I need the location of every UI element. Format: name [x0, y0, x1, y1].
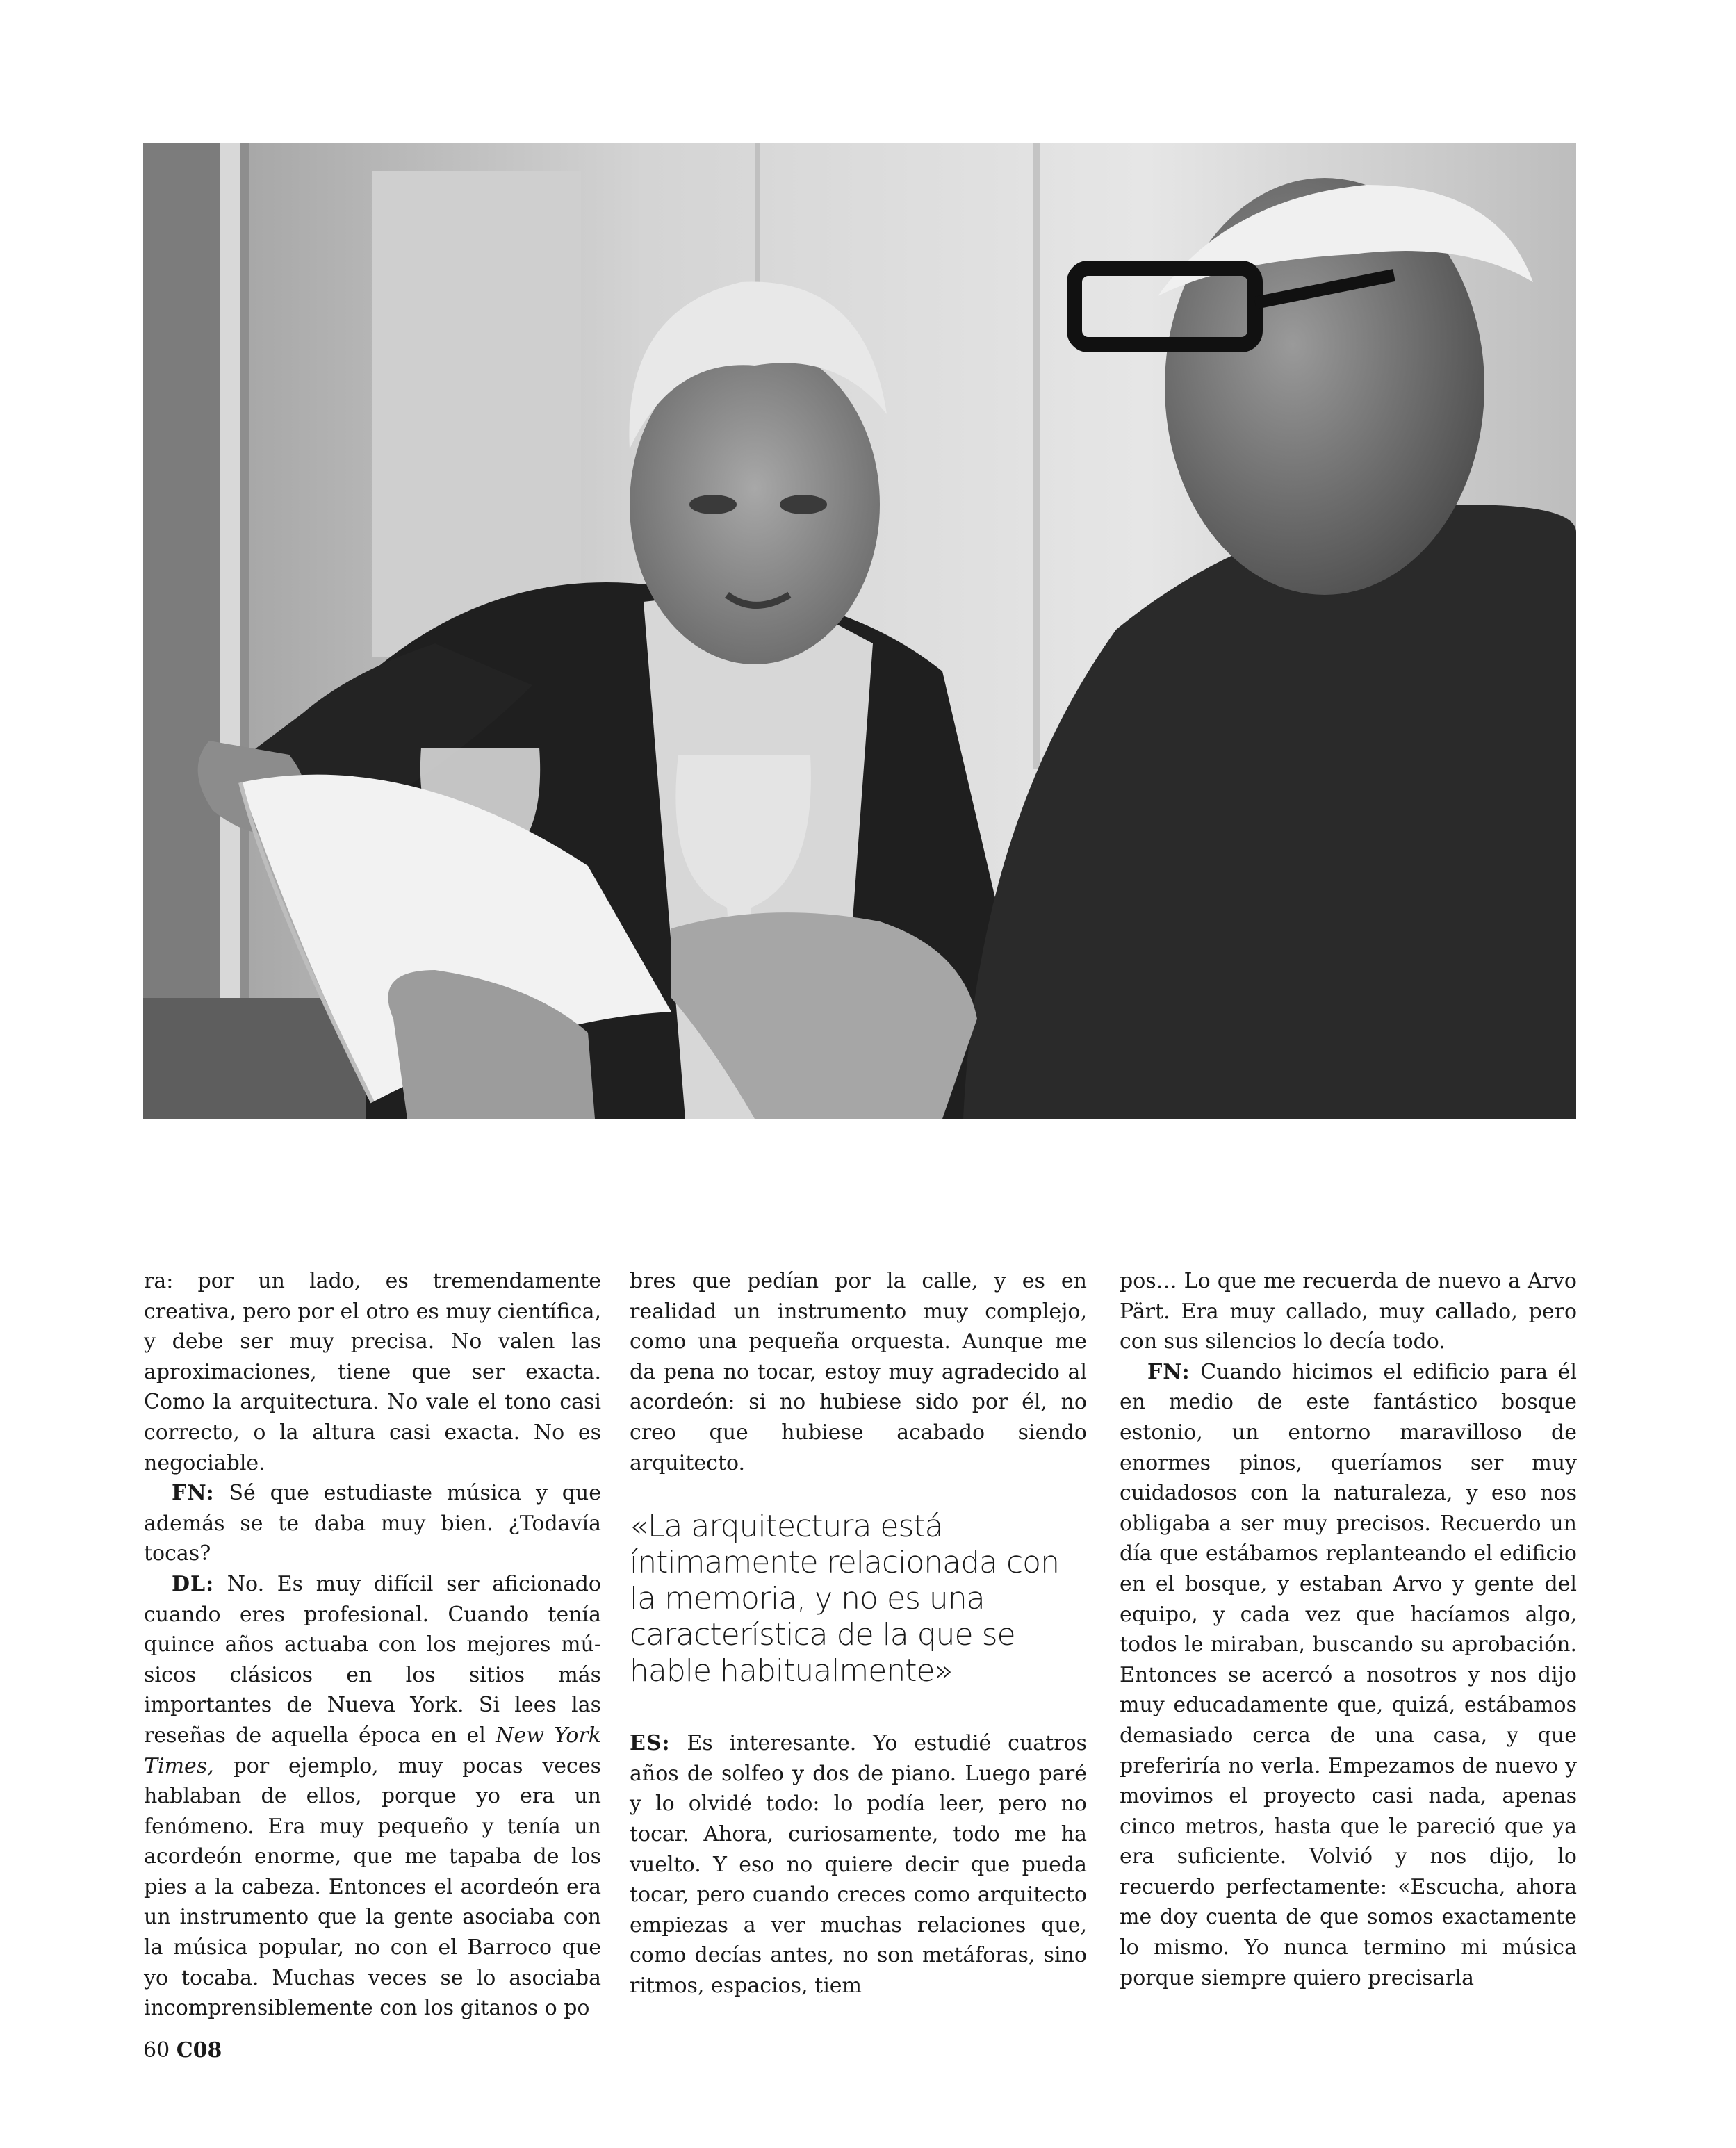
paragraph: [144, 1569, 601, 2024]
column-1: [144, 1266, 601, 2024]
column-3: [1120, 1266, 1577, 1993]
paragraph-text: No. Es muy difícil ser aficionado cuando eres profesional. Cuando tenía quince años actuaba con los mejores músicos clásicos en los sitios más importantes de Nueva York. Si lees las reseñas de aquella época en el: [144, 1571, 601, 1748]
page-footer: [143, 2038, 222, 2063]
page-number: 60: [143, 2038, 170, 2063]
publication-title: New York Times,: [144, 1723, 601, 1778]
paragraph: [144, 1478, 601, 1569]
speaker-label: FN:: [1147, 1359, 1190, 1384]
issue-number: 08: [193, 2038, 222, 2063]
magazine-name: C: [176, 2038, 193, 2063]
paragraph: ra: por un lado, es tremendamente creativa, pero por el otro es muy científica, y debe ser muy precisa. No valen las aproximaciones, tiene que ser exacta. Como la arquitectura. No vale el tono casi correcto, o la altura casi exacta. No es negociable.: [144, 1269, 601, 1475]
speaker-label: ES:: [630, 1731, 671, 1756]
photo: [143, 143, 1576, 1119]
paragraph: [1120, 1357, 1577, 1993]
photo-illustration: [143, 143, 1576, 1119]
paragraph: bres que pedían por la calle, y es en realidad un instrumento muy complejo, como una pequeña orquesta. Aunque me da pena no tocar, estoy muy agradecido al acordeón: si no hubiese sido por él, no creo que hubiese acabado siendo arquitecto.: [630, 1269, 1087, 1475]
paragraph-text: Sé que estudiaste música y que además se te daba muy bien. ¿Todavía tocas?: [144, 1481, 601, 1566]
paragraph-text: por ejemplo, muy pocas veces hablaban de ellos, porque yo era un fenómeno. Era muy pequeño y tenía un acordeón enorme, que me tapaba de los pies a la cabeza. Entonces el acordeón era un instrumento que la gente asociaba con la música popular, no con el Barroco que yo tocaba. Muchas veces se lo asociaba incomprensiblemente con los gitanos o po: [144, 1753, 601, 2021]
speaker-label: DL:: [172, 1571, 215, 1596]
pull-quote: «La arquitectura está íntimamente relacionada con la memoria, y no es una característica de la que se hable habitualmente»: [630, 1509, 1059, 1689]
paragraph-text: Cuando hicimos el edificio para él en medio de este fantástico bosque estonio, un entorno maravilloso de enormes pinos, queríamos ser muy cuidadosos con la naturaleza, y eso nos obligaba a ser muy precisos. Recuerdo un día que estábamos replanteando el edificio en el bosque, y estaban Arvo y gente del equipo, y cada vez que hacíamos algo, todos le miraban, buscando su aprobación. Entonces se acercó a nosotros y nos dijo muy educadamente que, quizá, estábamos demasiado cerca de una casa, y que preferiría no verla. Empezamos de nuevo y movimos el proyecto casi nada, apenas cinco metros, hasta que le pareció que ya era suficiente. Volvió y nos dijo, lo recuerdo perfectamente: «Escucha, ahora me doy cuenta de que somos exactamente lo mismo. Yo nunca termino mi música porque siempre quiero precisarla: [1120, 1359, 1577, 1990]
column-2: [630, 1266, 1087, 2001]
paragraph-text: Es interesante. Yo estudié cuatros años de solfeo y dos de piano. Luego paré y lo olvidé todo: lo podía leer, pero no tocar. Ahora, curiosamente, todo me ha vuelto. Y eso no quiere decir que pueda tocar, pero cuando creces como arquitecto empiezas a ver muchas relaciones que, como decías antes, no son metáforas, sino ritmos, espacios, tiem: [630, 1731, 1087, 1998]
paragraph: [630, 1728, 1087, 2001]
speaker-label: FN:: [172, 1481, 215, 1506]
paragraph: pos… Lo que me recuerda de nuevo a Arvo Pärt. Era muy callado, muy callado, pero con sus silencios lo decía todo.: [1120, 1269, 1577, 1354]
